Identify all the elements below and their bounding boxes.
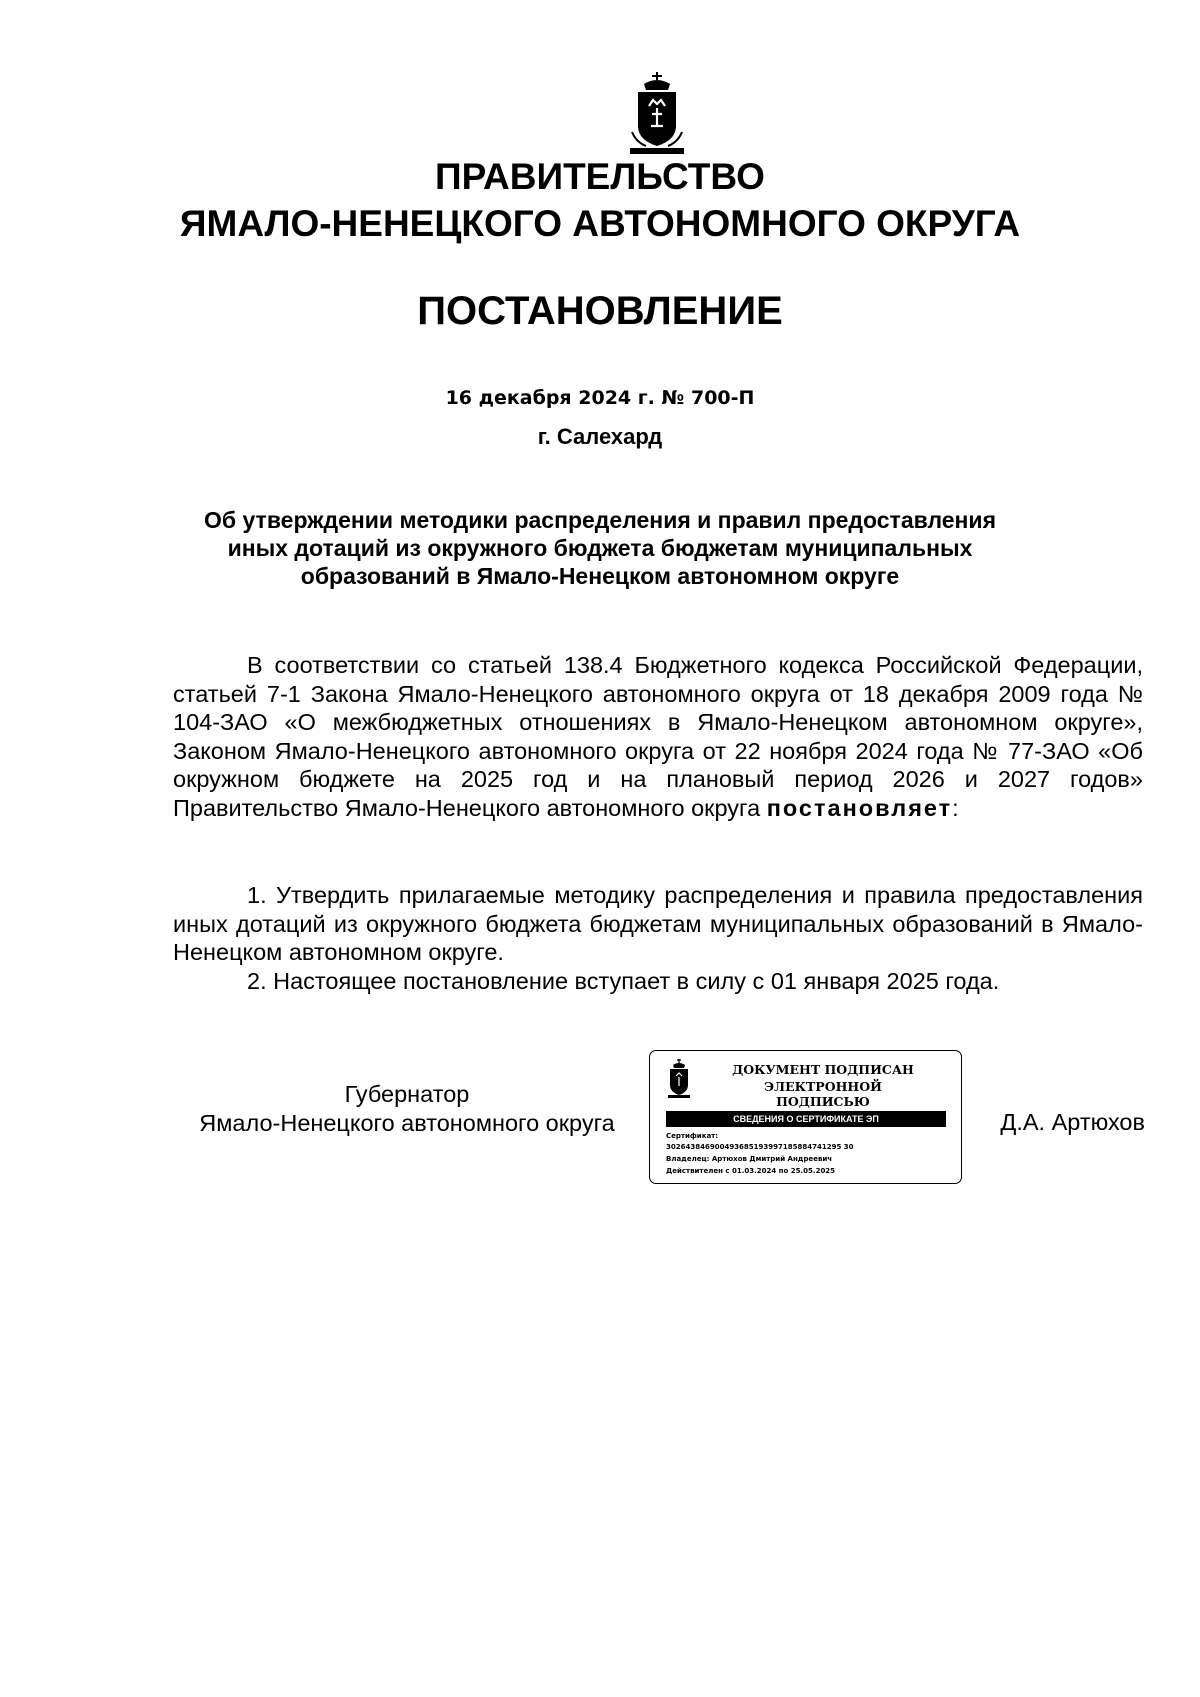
preamble-paragraph xyxy=(173,651,1143,822)
stamp-coat-of-arms-icon xyxy=(666,1059,692,1099)
organization-name-line2: ЯМАЛО-НЕНЕЦКОГО АВТОНОМНОГО ОКРУГА xyxy=(179,203,1021,244)
electronic-signature-stamp xyxy=(649,1050,962,1184)
signatory-title-line2: Ямало-Ненецкого автономного округа xyxy=(199,1110,615,1136)
item-2: 2. Настоящее постановление вступает в силу с 01 января 2025 года. xyxy=(247,968,1000,994)
signatory-name: Д.А. Артюхов xyxy=(1000,1109,1145,1135)
document-title: Об утверждении методики распределения и правил предоставления иных дотаций из окружного бюджета бюджетам муниципальных образований в Ямало-Ненецком автономном округе xyxy=(204,507,996,589)
preamble-colon: : xyxy=(952,794,959,821)
resolves-word: постановляет xyxy=(766,794,953,821)
stamp-cert-number: 302643846900493685193997185884741295 30 xyxy=(666,1143,854,1151)
stamp-cert-label: Сертификат: xyxy=(666,1132,719,1140)
item-1: 1. Утвердить прилагаемые методику распределения и правила предоставления иных дотаций из окружного бюджета бюджетам муниципальных образований в Ямало-Ненецком автономном округе. xyxy=(173,882,1143,965)
document-type: ПОСТАНОВЛЕНИЕ xyxy=(417,289,783,333)
stamp-heading2: ЭЛЕКТРОННОЙ ПОДПИСЬЮ xyxy=(764,1079,882,1109)
date-and-number: 16 декабря 2024 г. № 700-П xyxy=(445,387,755,409)
stamp-heading1: ДОКУМЕНТ ПОДПИСАН xyxy=(732,1062,914,1077)
organization-name-line1: ПРАВИТЕЛЬСТВО xyxy=(435,156,765,197)
city: г. Салехард xyxy=(537,424,663,449)
stamp-certificate-bar: СВЕДЕНИЯ О СЕРТИФИКАТЕ ЭП xyxy=(666,1111,946,1127)
preamble-text: В соответствии со статьей 138.4 Бюджетного кодекса Российской Федерации, статьей 7-1 Закона Ямало-Ненецкого автономного округа от 18 декабря 2009 года № 104-ЗАО «О межбюджетных отношениях в Ямало-Ненецком автономном округе», Законом Ямало-Ненецкого автономного округа от 22 ноября 2024 года № 77-ЗАО «Об окружном бюджете на 2025 год и на плановый период 2026 и 2027 годов» Правительство Ямало-Ненецкого автономного округа xyxy=(173,652,1143,821)
coat-of-arms-icon xyxy=(622,70,692,156)
signatory-title-line1: Губернатор xyxy=(344,1081,470,1107)
stamp-validity: Действителен с 01.03.2024 по 25.05.2025 xyxy=(666,1167,836,1175)
stamp-owner: Владелец: Артюхов Дмитрий Андреевич xyxy=(666,1155,833,1163)
signatory-title xyxy=(173,1080,641,1138)
